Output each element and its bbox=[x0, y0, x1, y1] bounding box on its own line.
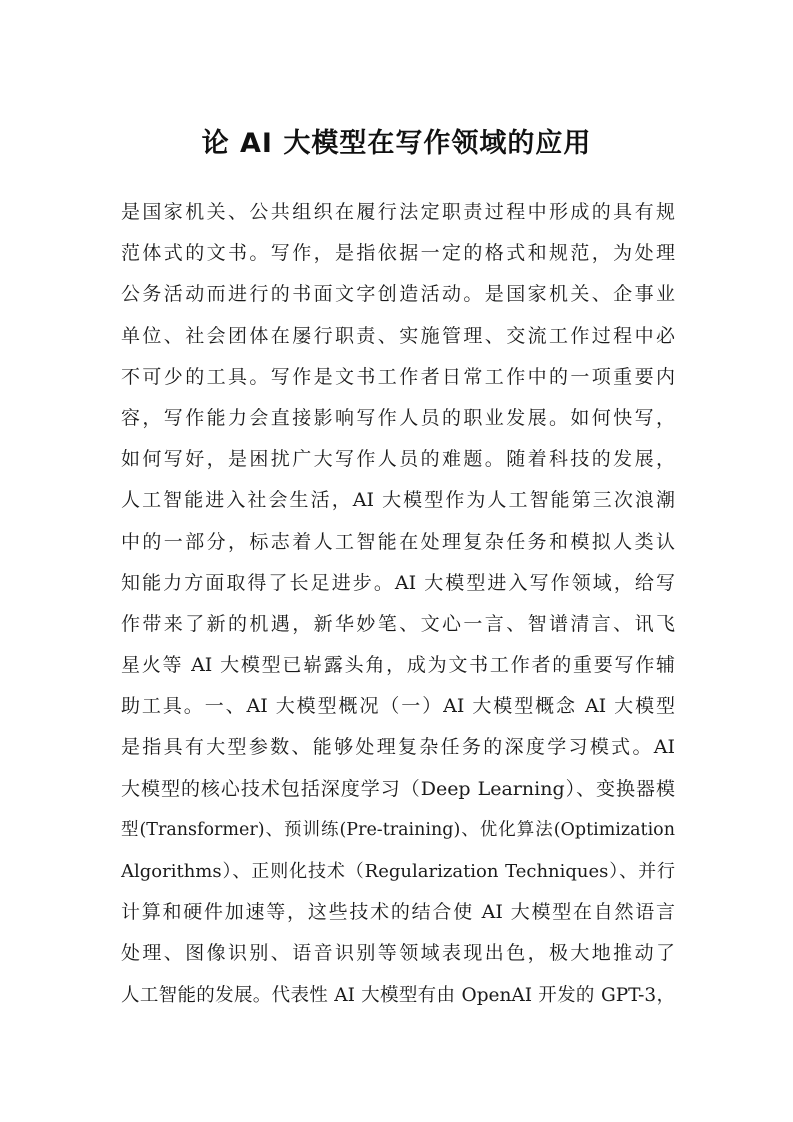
document-body bbox=[121, 192, 675, 1016]
body-line: 单位、社会团体在屡行职责、实施管理、交流工作过程中必 bbox=[121, 324, 675, 347]
body-line: 星火等 AI 大模型已崭露头角，成为文书工作者的重要写作辅 bbox=[121, 654, 675, 677]
body-line: 不可少的工具。写作是文书工作者日常工作中的一项重要内 bbox=[121, 365, 675, 388]
body-line: 人工智能的发展。代表性 AI 大模型有由 OpenAI 开发的 GPT-3， bbox=[121, 984, 675, 1006]
body-line: 中的一部分，标志着人工智能在处理复杂任务和模拟人类认 bbox=[121, 530, 675, 553]
body-line: 大模型的核心技术包括深度学习（Deep Learning）、变换器模 bbox=[121, 777, 675, 800]
body-line: 助工具。一、AI 大模型概况（一）AI 大模型概念 AI 大模型 bbox=[121, 695, 675, 718]
body-line: 处理、图像识别、语音识别等领域表现出色，极大地推动了 bbox=[121, 942, 675, 965]
body-line: 型(Transformer)、预训练(Pre-training)、优化算法(Optimization bbox=[121, 819, 675, 840]
body-line: 如何写好，是困扰广大写作人员的难题。随着科技的发展， bbox=[121, 448, 675, 471]
body-line: Algorithms）、正则化技术（Regularization Techniques）、并行 bbox=[121, 861, 675, 882]
body-line: 计算和硬件加速等，这些技术的结合使 AI 大模型在自然语言 bbox=[121, 901, 675, 924]
body-line: 是国家机关、公共组织在履行法定职责过程中形成的具有规 bbox=[121, 201, 675, 223]
body-line: 公务活动而进行的书面文字创造活动。是国家机关、企事业 bbox=[121, 283, 675, 306]
body-line: 是指具有大型参数、能够处理复杂任务的深度学习模式。AI bbox=[121, 736, 675, 759]
body-line: 知能力方面取得了长足进步。AI 大模型进入写作领域，给写 bbox=[121, 571, 675, 594]
body-line: 人工智能进入社会生活，AI 大模型作为人工智能第三次浪潮 bbox=[121, 489, 675, 512]
document-title: 论 AI 大模型在写作领域的应用 bbox=[201, 128, 592, 159]
body-line: 容，写作能力会直接影响写作人员的职业发展。如何快写， bbox=[121, 406, 675, 429]
body-line: 作带来了新的机遇，新华妙笔、文心一言、智谱清言、讯飞 bbox=[121, 612, 675, 635]
body-line: 范体式的文书。写作，是指依据一定的格式和规范，为处理 bbox=[121, 242, 675, 265]
